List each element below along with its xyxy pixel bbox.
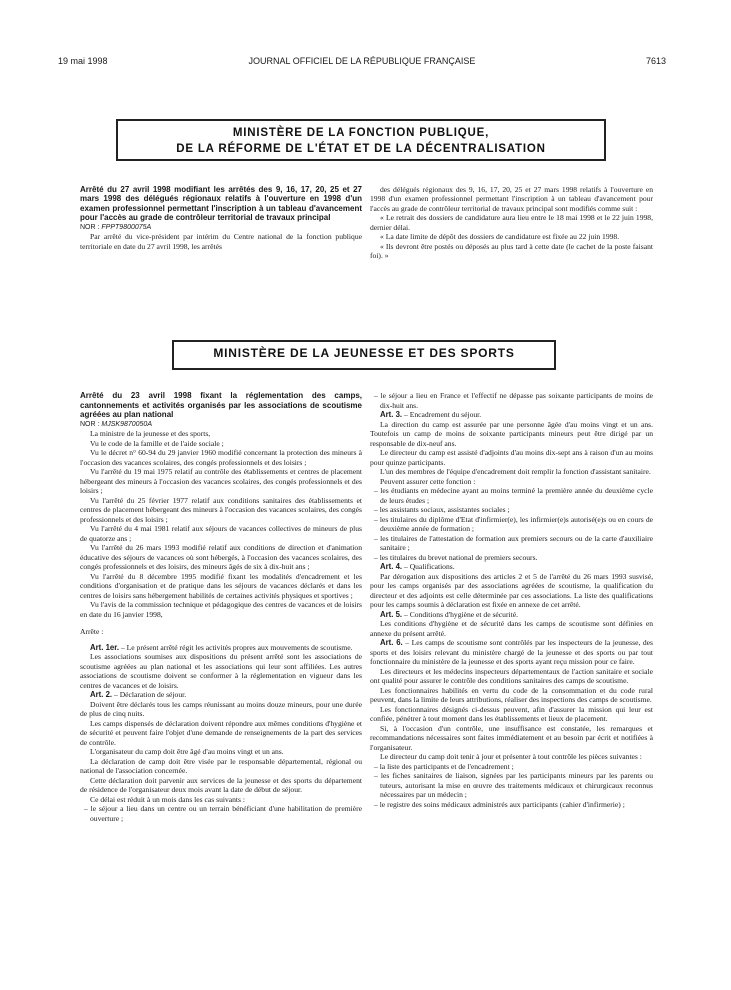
article-label: Art. 1er. bbox=[90, 642, 120, 652]
arrete1-body-left bbox=[80, 232, 362, 251]
list-item: – les titulaires de l'attestation de formation aux premiers secours ou de la carte d'auxiliaire sanitaire ; bbox=[374, 533, 653, 552]
nor-code: FPPT9800075A bbox=[101, 223, 152, 231]
list-item: – les titulaires du brevet national de premiers secours. bbox=[374, 552, 538, 562]
paragraph: Les associations soumises aux dispositions du présent arrêté sont les associations de scoutisme agréées au plan national et les associations qui leur sont affiliées. Les autres associations de scoutisme doivent se conformer à la réglementation en vigueur dans les centres de vacances et de loisirs. bbox=[80, 652, 362, 690]
arrete2-title: Arrêté du 23 avril 1998 fixant la réglementation des camps, cantonnements et activités organisés par les associations de scoutisme agréées au plan national bbox=[80, 391, 362, 419]
paragraph: Si, à l'occasion d'un contrôle, une insuffisance est constatée, les remarques et recommandations nécessaires sont faites immédiatement et au besoin par écrit et notifiées à l'organisateur. bbox=[370, 723, 653, 752]
article-heading: Art. 3. – Encadrement du séjour. bbox=[380, 410, 482, 419]
ministry-banner-fonction-publique bbox=[116, 119, 606, 161]
ministry-banner-jeunesse-sports bbox=[172, 340, 556, 370]
paragraph: des délégués régionaux des 9, 16, 17, 20, 25 et 27 mars 1998 relatifs à l'ouverture en 1998 d'un examen professionnel permettant l'inscription à un tableau d'avancement pour l'accès au grade de contrôleur territorial de travaux principal sont modifiés comme suit : bbox=[370, 185, 653, 213]
arrete1-column-right bbox=[370, 185, 653, 261]
arrete1-nor bbox=[80, 223, 362, 232]
list-item: – les étudiants en médecine ayant au moins terminé la première année du deuxième cycle de leurs études ; bbox=[374, 486, 653, 505]
paragraph: « Le retrait des dossiers de candidature aura lieu entre le 18 mai 1998 et le 22 juin 1998, dernier délai. bbox=[370, 213, 653, 232]
article-heading: Art. 4. – Qualifications. bbox=[380, 562, 455, 571]
nor-label: NOR : bbox=[80, 420, 100, 428]
paragraph: Cette déclaration doit parvenir aux services de la jeunesse et des sports du département de résidence de l'organisateur deux mois avant la date de début de séjour. bbox=[80, 775, 362, 794]
arrete2-column-right bbox=[370, 391, 653, 809]
arrete2-body-left bbox=[80, 429, 362, 823]
paragraph: Les directeurs et les médecins inspecteurs départementaux de l'action sanitaire et sociale ont qualité pour assurer le contrôle des conditions sanitaires des camps de scoutisme. bbox=[370, 666, 653, 685]
paragraph: La déclaration de camp doit être visée par le responsable départemental, régional ou national de l'association concernée. bbox=[80, 756, 362, 775]
header-journal-title: JOURNAL OFFICIEL DE LA RÉPUBLIQUE FRANÇAISE bbox=[248, 56, 476, 66]
paragraph: Doivent être déclarés tous les camps réunissant au moins douze mineurs, pour une durée de plus de cinq nuits. bbox=[80, 699, 362, 718]
paragraph: Le directeur du camp doit tenir à jour et présenter à tout contrôle les pièces suivantes : bbox=[380, 752, 642, 761]
paragraph: Vu l'arrêté du 8 décembre 1995 modifié fixant les modalités d'encadrement et les conditions d'organisation et de pratique dans les séjours de vacances déclarés et dans les centres de loisirs sans hébergement habilités de certaines activités physiques et sportives ; bbox=[80, 571, 362, 600]
paragraph: Par dérogation aux dispositions des articles 2 et 5 de l'arrêté du 26 mars 1993 susvisé, pour les camps organisés par des associations agréées de scoutisme, la qualification du directeur et des adjoints est celle déterminée par ces associations. La liste des qualifications pour les camps soumis à déclaration est fixée en annexe de cet arrêté. bbox=[370, 571, 653, 609]
arrete1-column-left bbox=[80, 185, 362, 251]
paragraph: La direction du camp est assurée par une personne âgée d'au moins vingt et un ans. Toutefois un camp de moins de soixante participants mineurs peut être dirigé par un responsable de dix-neuf ans. bbox=[370, 419, 653, 448]
arrete1-title: Arrêté du 27 avril 1998 modifiant les arrêtés des 9, 16, 17, 20, 25 et 27 mars 1998 des délégués régionaux relatifs à l'ouverture en 1998 d'un examen professionnel permettant l'inscription à un tableau d'avancement pour l'accès au grade de contrôleur territorial de travaux principal bbox=[80, 185, 362, 223]
article-heading: Art. 5. – Conditions d'hygiène et de sécurité. bbox=[380, 609, 518, 619]
arrete2-nor bbox=[80, 420, 362, 430]
paragraph: Ce délai est réduit à un mois dans les cas suivants : bbox=[90, 794, 246, 804]
list-item: – la liste des participants et de l'encadrement ; bbox=[374, 761, 514, 771]
article-label: Art. 2. bbox=[90, 690, 113, 699]
article-label: Art. 4. bbox=[380, 562, 403, 571]
ministry-banner-line2: DE LA RÉFORME DE L'ÉTAT ET DE LA DÉCENTRALISATION bbox=[176, 143, 546, 155]
paragraph: Par arrêté du vice-président par intérim du Centre national de la fonction publique territoriale en date du 27 avril 1998, les arrêtés bbox=[80, 232, 362, 251]
paragraph: Les fonctionnaires habilités en vertu du code de la consommation et du code rural peuvent, dans la limite de leurs attributions, réaliser des inspections des camps de scoutisme. bbox=[370, 685, 653, 704]
ministry-banner-line1: MINISTÈRE DE LA JEUNESSE ET DES SPORTS bbox=[213, 346, 515, 360]
nor-label: NOR : bbox=[80, 223, 100, 231]
arrete2-column-left bbox=[80, 391, 362, 823]
nor-code: MJSK9870050A bbox=[101, 420, 152, 428]
paragraph: Vu le code de la famille et de l'aide sociale ; bbox=[90, 438, 224, 448]
arrete1-body-right bbox=[370, 185, 653, 261]
paragraph: « Ils devront être postés ou déposés au plus tard à cette date (le cachet de la poste faisant foi). » bbox=[370, 241, 653, 261]
list-item: – les assistants sociaux, assistantes sociales ; bbox=[374, 505, 510, 514]
list-item: – les titulaires du diplôme d'Etat d'infirmier(e), les infirmier(e)s autorisé(e)s ou en cours de deuxième année de formation ; bbox=[374, 514, 653, 533]
paragraph: Vu le décret n° 60-94 du 29 janvier 1960 modifié concernant la protection des mineurs à l'occasion des vacances scolaires, des congés professionnels et des loisirs ; bbox=[80, 448, 362, 467]
article-label: Art. 3. bbox=[380, 410, 403, 419]
paragraph: Vu l'avis de la commission technique et pédagogique des centres de vacances et de loisirs en date du 16 janvier 1998, bbox=[80, 600, 362, 619]
paragraph: Le directeur du camp est assisté d'adjoints d'au moins dix-sept ans à raison d'un au moins pour quinze participants. bbox=[370, 448, 653, 467]
paragraph: Peuvent assurer cette fonction : bbox=[380, 476, 476, 486]
list-item: – les fiches sanitaires de liaison, signées par les participants mineurs par les parents ou tuteurs, autorisant la mise en œuvre des traitements médicaux et chirurgicaux reconnus nécessaires par un médecin ; bbox=[374, 771, 653, 799]
paragraph: L'organisateur du camp doit être âgé d'au moins vingt et un ans. bbox=[90, 747, 284, 756]
ministry-banner-line1: MINISTÈRE DE LA FONCTION PUBLIQUE, bbox=[232, 127, 490, 139]
paragraph: « La date limite de dépôt des dossiers de candidature est fixée au 22 juin 1998. bbox=[380, 232, 620, 242]
article-heading: Art. 2. – Déclaration de séjour. bbox=[90, 690, 187, 699]
list-item: – le registre des soins médicaux administrés aux participants (cahier d'infirmerie) ; bbox=[374, 799, 625, 809]
paragraph: La ministre de la jeunesse et des sports, bbox=[90, 429, 211, 438]
list-item: – le séjour a lieu en France et l'effectif ne dépasse pas soixante participants de moins de dix-huit ans. bbox=[374, 391, 653, 410]
list-item: – le séjour a lieu dans un centre ou un terrain bénéficiant d'une habilitation de première ouverture ; bbox=[84, 804, 362, 823]
arrete-heading: Arrête : bbox=[80, 627, 104, 636]
article-label: Art. 5. bbox=[380, 609, 403, 619]
article-heading: Art. 6. – Les camps de scoutisme sont contrôlés par les inspecteurs de la jeunesse, des sports et des loisirs relevant du ministère chargé de la jeunesse et des sports ou par tout fonctionnaire du ministère de la jeunesse et des sports ayant reçu mission pour ce faire. bbox=[370, 638, 653, 666]
arrete2-body-right bbox=[370, 391, 653, 809]
paragraph: Les fonctionnaires désignés ci-dessus peuvent, afin d'assurer la mission qui leur est confiée, pénétrer à tout moment dans les établissements et lieux de placement. bbox=[370, 704, 653, 723]
header-date: 19 mai 1998 bbox=[58, 56, 108, 66]
paragraph: Vu l'arrêté du 19 mai 1975 relatif au contrôle des établissements et centres de placement hébergeant des mineurs à l'occasion des vacances scolaires, des congés professionnels et des loisirs ; bbox=[80, 467, 362, 495]
paragraph: Les camps dispensés de déclaration doivent répondre aux mêmes conditions d'hygiène et de sécurité et peuvent faire l'objet d'une demande de renseignements de la part des services de contrôle. bbox=[80, 718, 362, 747]
article-heading: Art. 1er. – Le présent arrêté régit les activités propres aux mouvements de scoutisme. bbox=[90, 642, 353, 652]
paragraph: Vu l'arrêté du 26 mars 1993 modifié relatif aux conditions de direction et d'animation éducative des séjours de vacances où sont hébergés, à l'occasion des vacances scolaires, des congés professionnels et des loisirs, des mineurs âgés de six à dix-huit ans ; bbox=[80, 543, 362, 571]
paragraph: L'un des membres de l'équipe d'encadrement doit remplir la fonction d'assistant sanitaire. bbox=[380, 467, 651, 476]
paragraph: Vu l'arrêté du 4 mai 1981 relatif aux séjours de vacances collectives de mineurs de plus de quatorze ans ; bbox=[80, 524, 362, 543]
header-page-number: 7613 bbox=[645, 56, 666, 66]
paragraph: Les conditions d'hygiène et de sécurité dans les camps de scoutisme sont définies en annexe du présent arrêté. bbox=[370, 619, 653, 638]
article-label: Art. 6. bbox=[380, 638, 403, 647]
paragraph: Vu l'arrêté du 25 février 1977 relatif aux conditions sanitaires des établissements et centres de placement hébergeant des mineurs à l'occasion des vacances scolaires, des congés professionnels et des loisirs ; bbox=[80, 495, 362, 524]
